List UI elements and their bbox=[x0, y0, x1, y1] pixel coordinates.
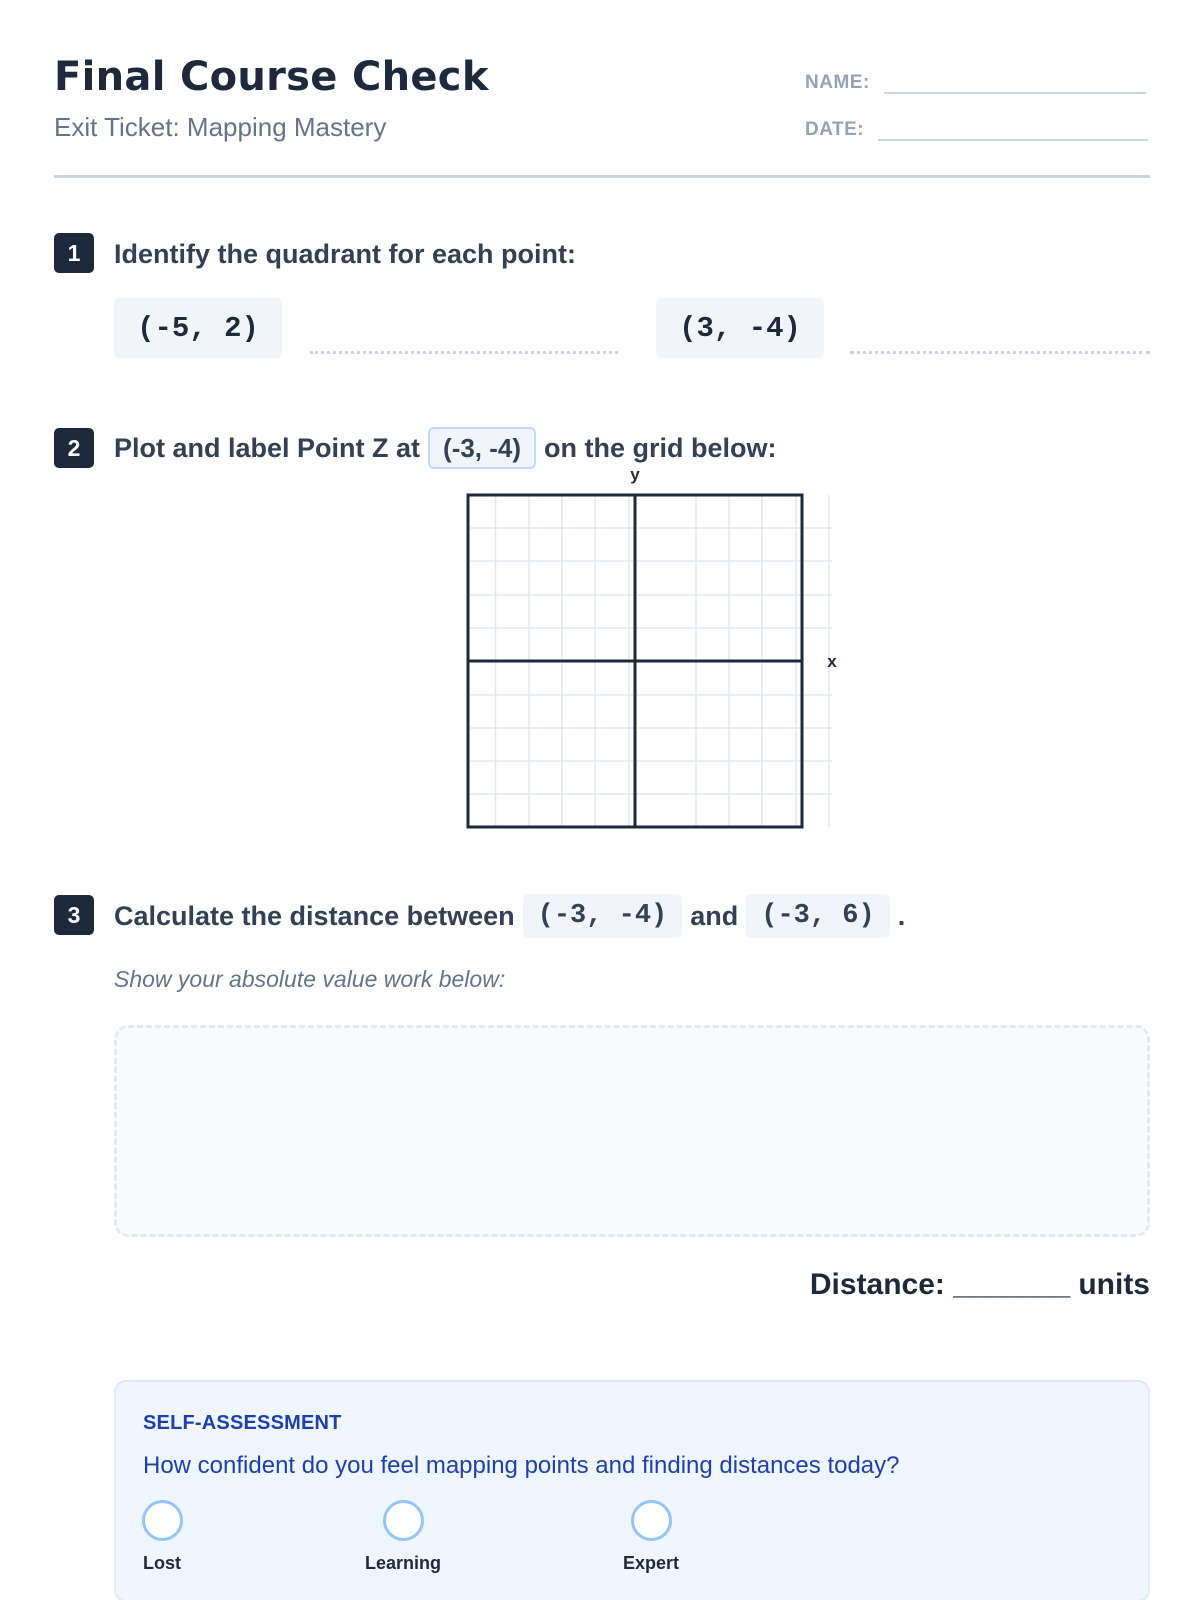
point-z-chip: (-3, -4) bbox=[428, 427, 536, 469]
self-assessment-card bbox=[114, 1380, 1150, 1600]
question-1-text: Identify the quadrant for each point: bbox=[114, 238, 577, 269]
question-3-text-before: Calculate the distance between bbox=[114, 900, 515, 931]
radio-learning[interactable] bbox=[383, 1500, 424, 1541]
work-area[interactable] bbox=[114, 1025, 1150, 1237]
question-1-number: 1 bbox=[54, 233, 94, 273]
option-label-learning: Learning bbox=[364, 1553, 441, 1573]
worksheet-header bbox=[54, 52, 1150, 178]
confidence-option-lost[interactable] bbox=[102, 1500, 222, 1574]
question-3-text-mid: and bbox=[690, 900, 739, 931]
point-b-box: (3, -4) bbox=[656, 298, 824, 358]
confidence-option-learning[interactable] bbox=[343, 1500, 463, 1574]
point-b-answer-line[interactable] bbox=[850, 351, 1150, 354]
name-label: NAME: bbox=[805, 72, 870, 93]
work-hint: Show your absolute value work below: bbox=[114, 966, 506, 992]
y-axis-label: y bbox=[630, 465, 640, 484]
name-row bbox=[805, 66, 1146, 94]
date-label: DATE: bbox=[805, 119, 865, 140]
self-assessment-label: SELF-ASSESSMENT bbox=[143, 1412, 342, 1434]
question-2-text-before: Plot and label Point Z at bbox=[114, 432, 421, 463]
distance-point-b-chip: (-3, 6) bbox=[746, 894, 889, 938]
self-assessment-question: How confident do you feel mapping points and finding distances today? bbox=[143, 1452, 900, 1479]
name-field[interactable] bbox=[884, 66, 1146, 94]
question-3-text-end: . bbox=[897, 900, 906, 931]
confidence-option-expert[interactable] bbox=[591, 1500, 711, 1574]
x-axis-label: x bbox=[827, 652, 837, 671]
distance-answer: Distance: _______ units bbox=[809, 1268, 1150, 1301]
question-2-text-after: on the grid below: bbox=[544, 432, 777, 463]
distance-point-a-chip: (-3, -4) bbox=[523, 894, 683, 938]
point-a-box: (-5, 2) bbox=[114, 298, 282, 358]
page-subtitle: Exit Ticket: Mapping Mastery bbox=[54, 112, 387, 142]
page-title: Final Course Check bbox=[54, 54, 489, 100]
radio-lost[interactable] bbox=[142, 1500, 183, 1541]
option-label-lost: Lost bbox=[143, 1553, 181, 1573]
date-row bbox=[805, 113, 1148, 141]
question-2-number: 2 bbox=[54, 428, 94, 468]
question-3-text bbox=[114, 893, 905, 939]
radio-expert[interactable] bbox=[631, 1500, 672, 1541]
point-a-answer-line[interactable] bbox=[310, 351, 618, 354]
date-field[interactable] bbox=[878, 113, 1148, 141]
coordinate-grid-svg[interactable] bbox=[440, 460, 860, 840]
option-label-expert: Expert bbox=[622, 1553, 680, 1573]
coordinate-grid[interactable] bbox=[440, 460, 860, 840]
question-3-number: 3 bbox=[54, 895, 94, 935]
